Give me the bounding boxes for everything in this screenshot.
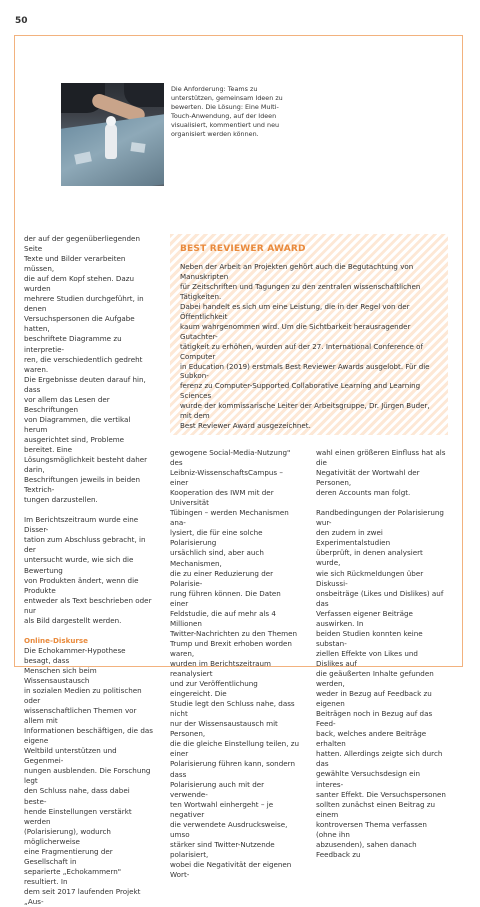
text-line: sollten zunächst einen Beitrag zu einem bbox=[316, 799, 436, 819]
text-column-1 bbox=[24, 234, 154, 907]
text-line: wahl einen größeren Einfluss hat als die bbox=[316, 448, 446, 468]
text-line: nur der Wissensaustausch mit Personen, bbox=[170, 719, 278, 739]
text-column-2 bbox=[170, 448, 300, 880]
caption-line: Die Anforderung: Teams zu bbox=[171, 85, 258, 93]
paragraph bbox=[24, 515, 154, 626]
text-line: weder in Bezug auf Feedback zu eigenen bbox=[316, 689, 432, 709]
text-line: Beiträgen noch in Bezug auf das Feed- bbox=[316, 709, 433, 729]
text-line: entweder als Text beschrieben oder nur bbox=[24, 595, 152, 615]
text-line: Lösungsmöglichkeit besteht daher darin, bbox=[24, 455, 148, 475]
text-line: Studie legt den Schluss nahe, dass nicht bbox=[170, 699, 295, 719]
text-line: wurden im Berichtszeitraum reanalysiert bbox=[170, 658, 272, 679]
text-line: (Polarisierung), wodurch möglicherweise bbox=[24, 826, 111, 846]
text-line: Weltbild unterstützen und Gegenmei- bbox=[24, 746, 117, 766]
text-line: kontroversen Thema verfassen (ohne ihn bbox=[316, 819, 427, 839]
text-line: wissenschaftlichen Themen vor allem mit bbox=[24, 706, 137, 726]
text-line: ten Wortwahl einhergeht – je negativer bbox=[170, 799, 274, 819]
text-line: hatten. Allerdings zeigte sich durch das bbox=[316, 749, 443, 769]
caption-line: bewerten. Die Lösung: Eine Multi- bbox=[171, 102, 279, 111]
text-line: als Bild dargestellt werden. bbox=[24, 615, 122, 625]
text-line: Verfassen eigener Beiträge auswirken. In bbox=[316, 608, 413, 628]
text-line: eine Fragmentierung der Gesellschaft in bbox=[24, 846, 113, 866]
text-line: back, welches andere Beiträge erhalten bbox=[316, 729, 427, 749]
text-line: hende Einstellungen verstärkt werden bbox=[24, 806, 132, 826]
caption-line: Touch-Anwendung, auf der Ideen bbox=[171, 111, 277, 120]
text-line: gewogene Social-Media-Nutzung" des bbox=[170, 448, 291, 468]
text-line: Negativität der Wortwahl der Personen, bbox=[316, 468, 420, 488]
text-line: Kooperation des IWM mit der Universität bbox=[170, 488, 274, 508]
text-line: tation zum Abschluss gebracht, in der bbox=[24, 535, 146, 555]
page-number: 50 bbox=[15, 16, 28, 26]
text-line: Informationen beschäftigen, die das eigene bbox=[24, 726, 153, 746]
text-line: rung führen können. Die Daten einer bbox=[170, 588, 281, 608]
text-line: ausgerichtet sind, Probleme bereitet. Eine bbox=[24, 434, 125, 454]
text-line: Menschen sich beim Wissensaustausch bbox=[24, 665, 97, 685]
text-line: Trump und Brexit erhoben worden waren, bbox=[170, 638, 292, 658]
text-line: wobei die Negativität der eigenen Wort- bbox=[170, 859, 292, 879]
text-line: und zur Veröffentlichung eingereicht. Die bbox=[170, 679, 258, 699]
paragraph bbox=[316, 508, 446, 860]
text-line: Die Ergebnisse deuten darauf hin, dass bbox=[24, 374, 146, 394]
text-line: wie sich Rückmeldungen über Diskussi- bbox=[316, 568, 424, 588]
box-line: tätigkeit zu erhöhen, wurden auf der 27. International Conference of Computer bbox=[180, 341, 423, 361]
text-line: stärker sind Twitter-Nutzende polarisiert, bbox=[170, 839, 275, 859]
paragraph bbox=[24, 234, 154, 505]
photo-figurine-head bbox=[106, 116, 116, 126]
text-line: Texte und Bilder verarbeiten müssen, bbox=[24, 254, 126, 274]
box-title: BEST REVIEWER AWARD bbox=[180, 244, 306, 254]
text-line: von Diagrammen, die vertikal herum bbox=[24, 414, 131, 434]
text-line: ren, die verschiedentlich gedreht waren. bbox=[24, 354, 143, 374]
text-line: tungen darzustellen. bbox=[24, 495, 98, 505]
text-line: Polarisierung auch mit der verwende- bbox=[170, 779, 265, 799]
box-line: Best Reviewer Award ausgezeichnet. bbox=[180, 421, 311, 431]
text-line: Feldstudie, die auf mehr als 4 Millionen bbox=[170, 608, 276, 628]
subheading-online-diskurse: Online-Diskurse bbox=[24, 635, 89, 645]
box-body bbox=[180, 262, 440, 431]
text-line: abzusenden), sahen danach Feedback zu bbox=[316, 839, 417, 859]
text-line: Leibniz-WissenschaftsCampus – einer bbox=[170, 468, 283, 488]
box-line: in Education (2019) erstmals Best Reviewer Awards ausgelobt. Für die Subkon- bbox=[180, 361, 430, 381]
photo-screen-tile bbox=[130, 142, 145, 153]
text-line: nungen ausblenden. Die Forschung legt bbox=[24, 766, 151, 786]
text-line: von Produkten ändert, wenn die Produkte bbox=[24, 575, 139, 595]
paragraph bbox=[24, 646, 154, 907]
text-line: Versuchspersonen die Aufgabe hatten, bbox=[24, 314, 135, 334]
text-column-3 bbox=[316, 448, 446, 860]
text-line: den zudem in zwei Experimentalstudien bbox=[316, 528, 391, 548]
text-line: die geäußerten Inhalte gefunden werden, bbox=[316, 668, 434, 689]
text-line: Die Echokammer-Hypothese besagt, dass bbox=[24, 645, 126, 665]
text-line: überprüft, in denen analysiert wurde, bbox=[316, 548, 423, 568]
text-line: die auf dem Kopf stehen. Dazu wurden bbox=[24, 274, 135, 294]
text-line: Twitter-Nachrichten zu den Themen bbox=[170, 628, 297, 638]
text-line: Beschriftungen jeweils in beiden Textrich- bbox=[24, 475, 141, 495]
text-line: der auf der gegenüberliegenden Seite bbox=[24, 234, 140, 254]
box-line: wurde der kommissarische Leiter der Arbeitsgruppe, Dr. Jürgen Buder, mit dem bbox=[180, 401, 430, 421]
text-line: gewählte Versuchsdesign ein interes- bbox=[316, 769, 421, 789]
text-line: santer Effekt. Die Versuchspersonen bbox=[316, 789, 446, 799]
text-line: Randbedingungen der Polarisierung wur- bbox=[316, 508, 444, 528]
box-line: kaum wahrgenommen wird. Um die Sichtbarkeit herausragender Gutachter- bbox=[180, 321, 411, 341]
box-line: Dabei handelt es sich um eine Leistung, die in der Regel von der Öffentlichkeit bbox=[180, 301, 410, 321]
box-line: für Zeitschriften und Tagungen zu den zentralen wissenschaftlichen Tätigkeiten. bbox=[180, 281, 421, 301]
caption-line: organisiert werden können. bbox=[171, 129, 259, 138]
photo-multitouch-table bbox=[61, 83, 164, 186]
figure-caption bbox=[171, 85, 286, 138]
text-line: beiden Studien konnten keine substan- bbox=[316, 628, 423, 648]
text-line: deren Accounts man folgt. bbox=[316, 488, 411, 498]
text-line: dem seit 2017 laufenden Projekt „Aus- bbox=[24, 886, 141, 906]
paragraph bbox=[316, 448, 446, 498]
photo-person-right bbox=[124, 83, 164, 107]
text-line: die verwendete Ausdrucksweise, umso bbox=[170, 819, 288, 839]
text-line: untersucht wurde, wie sich die Bewertung bbox=[24, 555, 134, 575]
text-line: in sozialen Medien zu politischen oder bbox=[24, 686, 142, 706]
text-line: vor allem das Lesen der Beschriftungen bbox=[24, 394, 110, 414]
caption-line: unterstützen, gemeinsam Ideen zu bbox=[171, 93, 283, 102]
photo-white-figurine bbox=[105, 123, 117, 159]
text-line: mehrere Studien durchgeführt, in denen bbox=[24, 294, 144, 314]
text-line: Tübingen – werden Mechanismen ana- bbox=[170, 508, 289, 528]
text-line: den Schluss nahe, dass dabei beste- bbox=[24, 786, 130, 806]
best-reviewer-award-box bbox=[170, 234, 448, 435]
text-line: lysiert, die für eine solche Polarisierung bbox=[170, 528, 263, 548]
text-line: Polarisierung führen kann, sondern dass bbox=[170, 759, 295, 779]
caption-line: visualisiert, kommentiert und neu bbox=[171, 120, 280, 129]
text-line: onsbeiträge (Likes und Dislikes) auf das bbox=[316, 588, 444, 608]
text-line: die die gleiche Einstellung teilen, zu einer bbox=[170, 739, 300, 759]
text-line: ziellen Effekte von Likes und Dislikes auf bbox=[316, 648, 418, 668]
text-line: die zu einer Reduzierung der Polarisie- bbox=[170, 568, 274, 588]
box-line: Neben der Arbeit an Projekten gehört auch die Begutachtung von Manuskripten bbox=[180, 262, 414, 281]
text-line: separierte „Echokammern" resultiert. In bbox=[24, 866, 122, 886]
text-line: ursächlich sind, aber auch Mechanismen, bbox=[170, 548, 264, 568]
box-line: ferenz zu Computer-Supported Collaborative Learning and Learning Sciences bbox=[180, 381, 421, 401]
text-line: beschriftete Diagramme zu interpretie- bbox=[24, 334, 122, 354]
text-line: Im Berichtszeitraum wurde eine Disser- bbox=[24, 515, 139, 535]
